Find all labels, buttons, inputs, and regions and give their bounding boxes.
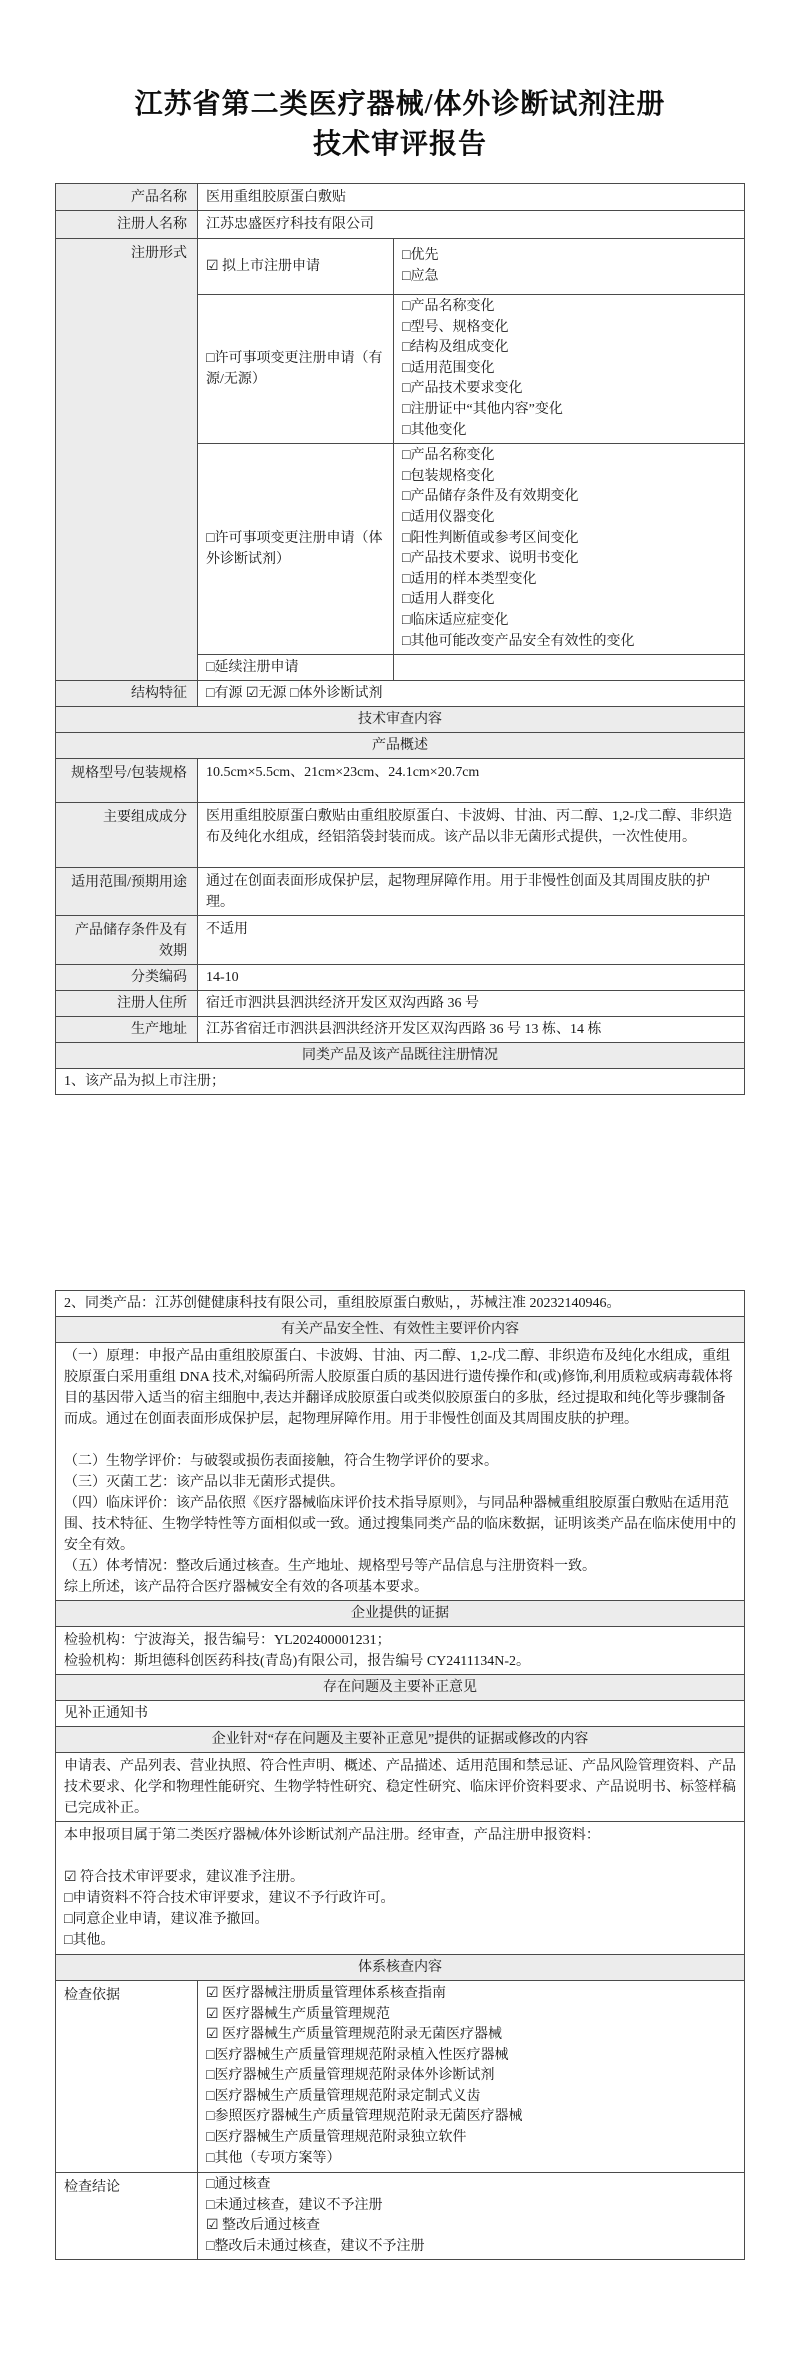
checkbox-option-line: □产品储存条件及有效期变化 bbox=[402, 489, 579, 505]
registrant-label: 注册人名称 bbox=[56, 211, 198, 239]
table-row bbox=[56, 211, 745, 239]
table-row bbox=[56, 1601, 745, 1627]
section-header-issues: 存在问题及主要补正意见 bbox=[56, 1675, 745, 1701]
evaluation-paragraph: （四）临床评价：该产品依照《医疗器械临床评价技术指导原则》，与同品种器械重组胶原蛋白敷贴在适用范围、技术特征、生物学特性等方面相似或一致。通过搜集同类产品的临床数据，证明该类产品在临床使用中的安全有效。 bbox=[64, 1496, 736, 1554]
table-row bbox=[56, 1069, 745, 1095]
scope-value: 通过在创面表面形成保护层，起物理屏障作用。用于非慢性创面及其周围皮肤的护理。 bbox=[198, 868, 745, 916]
table-row bbox=[56, 239, 745, 295]
report-title-line-2: 技术审评报告 bbox=[312, 129, 487, 160]
section-header-similar-products: 同类产品及该产品既往注册情况 bbox=[56, 1043, 745, 1069]
checkbox-option-line: ☑ 整改后通过核查 bbox=[206, 2218, 321, 2234]
priority-option-list bbox=[394, 239, 745, 295]
checkbox-option-line: □产品技术要求、说明书变化 bbox=[402, 551, 579, 567]
table-row bbox=[56, 1701, 745, 1727]
table-row bbox=[56, 1317, 745, 1343]
checkbox-option-line: □注册证中“其他内容”变化 bbox=[402, 401, 563, 417]
checkbox-option-line: □适用人群变化 bbox=[402, 592, 495, 608]
checkbox-option-line: ☑ 医疗器械生产质量管理规范附录无菌医疗器械 bbox=[206, 2027, 503, 2043]
checkbox-option-line: □医疗器械生产质量管理规范附录独立软件 bbox=[206, 2130, 467, 2146]
composition-value: 医用重组胶原蛋白敷贴由重组胶原蛋白、卡波姆、甘油、丙二醇、1,2-戊二醇、非织造布及纯化水组成，经铝箔袋封装而成。该产品以非无菌形式提供，一次性使用。 bbox=[198, 803, 745, 868]
empty-cell bbox=[394, 655, 745, 681]
evaluation-paragraph bbox=[64, 1430, 736, 1451]
reg-option-change-active-passive: □许可事项变更注册申请（有源/无源） bbox=[198, 295, 394, 444]
checkbox-option-line: □参照医疗器械生产质量管理规范附录无菌医疗器械 bbox=[206, 2109, 523, 2125]
table-row bbox=[56, 2173, 745, 2260]
checkbox-option-line: □结构及组成变化 bbox=[402, 340, 509, 356]
checkbox-option-line: □优先 bbox=[402, 247, 439, 263]
safety-evaluation-content bbox=[56, 1343, 745, 1601]
checkbox-option-line: □医疗器械生产质量管理规范附录定制式义齿 bbox=[206, 2088, 481, 2104]
evidence-line: 检验机构：宁波海关，报告编号：YL202400001231； bbox=[64, 1633, 391, 1649]
section-header-system-inspection: 体系核查内容 bbox=[56, 1955, 745, 1981]
checkbox-option-line: □阳性判断值或参考区间变化 bbox=[402, 530, 579, 546]
checkbox-option-line: □适用范围变化 bbox=[402, 360, 495, 376]
spec-label: 规格型号/包装规格 bbox=[56, 759, 198, 803]
storage-value: 不适用 bbox=[198, 916, 745, 965]
checkbox-option-line: □产品名称变化 bbox=[402, 448, 495, 464]
section-header-enterprise-response: 企业针对“存在问题及主要补正意见”提供的证据或修改的内容 bbox=[56, 1727, 745, 1753]
registration-form-label: 注册形式 bbox=[56, 239, 198, 681]
report-title bbox=[55, 85, 745, 165]
change-option-list-ivd bbox=[394, 444, 745, 655]
inspection-basis-options bbox=[198, 1981, 745, 2173]
checkbox-option-line: ☑ 医疗器械注册质量管理体系核查指南 bbox=[206, 1985, 447, 2001]
composition-label: 主要组成成分 bbox=[56, 803, 198, 868]
table-row bbox=[56, 1753, 745, 1822]
review-conclusion-content bbox=[56, 1822, 745, 1955]
class-code-value: 14-10 bbox=[198, 965, 745, 991]
conclusion-line: 本申报项目属于第二类医疗器械/体外诊断试剂产品注册。经审查，产品注册申报资料： bbox=[64, 1828, 600, 1844]
change-option-list-active-passive bbox=[394, 295, 745, 444]
structure-feature-label: 结构特征 bbox=[56, 681, 198, 707]
checkbox-option-line: □其他变化 bbox=[402, 422, 467, 438]
conclusion-line: □申请资料不符合技术审评要求，建议不予行政许可。 bbox=[64, 1891, 395, 1907]
table-row bbox=[56, 1043, 745, 1069]
issues-note: 见补正通知书 bbox=[56, 1701, 745, 1727]
table-row bbox=[56, 916, 745, 965]
class-code-label: 分类编码 bbox=[56, 965, 198, 991]
evaluation-paragraph: 综上所述，该产品符合医疗器械安全有效的各项基本要求。 bbox=[64, 1580, 428, 1596]
table-row bbox=[56, 1627, 745, 1675]
inspection-basis-label: 检查依据 bbox=[56, 1981, 198, 2173]
registrant-address-label: 注册人住所 bbox=[56, 991, 198, 1017]
table-row bbox=[56, 1822, 745, 1955]
checkbox-option-line: □医疗器械生产质量管理规范附录植入性医疗器械 bbox=[206, 2047, 509, 2063]
evidence-content bbox=[56, 1627, 745, 1675]
table-row bbox=[56, 1727, 745, 1753]
evaluation-paragraph: （二）生物学评价：与破裂或损伤表面接触，符合生物学评价的要求。 bbox=[64, 1454, 498, 1470]
similar-product-note: 2、同类产品：江苏创健健康科技有限公司，重组胶原蛋白敷贴，，苏械注准 20232140946。 bbox=[56, 1291, 745, 1317]
checkbox-option-line: □型号、规格变化 bbox=[402, 319, 509, 335]
table-row bbox=[56, 759, 745, 803]
table-row bbox=[56, 1981, 745, 2173]
reg-option-renewal: □延续注册申请 bbox=[198, 655, 394, 681]
checkbox-option-line: □产品技术要求变化 bbox=[402, 381, 523, 397]
reg-option-change-ivd: □许可事项变更注册申请（体外诊断试剂） bbox=[198, 444, 394, 655]
table-row bbox=[56, 184, 745, 211]
section-header-technical-review: 技术审查内容 bbox=[56, 707, 745, 733]
registrant-address-value: 宿迁市泗洪县泗洪经济开发区双沟西路 36 号 bbox=[198, 991, 745, 1017]
checkbox-option-line: □医疗器械生产质量管理规范附录体外诊断试剂 bbox=[206, 2068, 495, 2084]
conclusion-line: □其他。 bbox=[64, 1933, 115, 1949]
table-row bbox=[56, 1017, 745, 1043]
page-break-spacer bbox=[55, 1095, 745, 1290]
checkbox-option-line: □其他可能改变产品安全有效性的变化 bbox=[402, 633, 635, 649]
checkbox-option-line: ☑ 医疗器械生产质量管理规范 bbox=[206, 2006, 391, 2022]
evaluation-paragraph: （三）灭菌工艺：该产品以非无菌形式提供。 bbox=[64, 1475, 344, 1491]
spec-value: 10.5cm×5.5cm、21cm×23cm、24.1cm×20.7cm bbox=[198, 759, 745, 803]
checkbox-option-line: □临床适应症变化 bbox=[402, 612, 509, 628]
table-row bbox=[56, 707, 745, 733]
production-address-label: 生产地址 bbox=[56, 1017, 198, 1043]
conclusion-line: ☑ 符合技术审评要求，建议准予注册。 bbox=[64, 1870, 305, 1886]
conclusion-line bbox=[64, 1846, 736, 1867]
table-row bbox=[56, 803, 745, 868]
reg-option-market-application: ☑ 拟上市注册申请 bbox=[198, 239, 394, 295]
evaluation-paragraph: （五）体考情况：整改后通过核查。生产地址、规格型号等产品信息与注册资料一致。 bbox=[64, 1559, 596, 1575]
table-row bbox=[56, 965, 745, 991]
checkbox-option-line: □产品名称变化 bbox=[402, 299, 495, 314]
inspection-result-options bbox=[198, 2173, 745, 2260]
table-row bbox=[56, 1291, 745, 1317]
checkbox-option-line: □通过核查 bbox=[206, 2177, 271, 2193]
checkbox-option-line: □整改后未通过核查，建议不予注册 bbox=[206, 2238, 425, 2254]
checkbox-option-line: □应急 bbox=[402, 268, 439, 284]
table-row bbox=[56, 681, 745, 707]
history-note: 1、该产品为拟上市注册； bbox=[56, 1069, 745, 1095]
evidence-line: 检验机构：斯坦德科创医药科技(青岛)有限公司，报告编号 CY2411134N-2。 bbox=[64, 1654, 531, 1670]
table-row bbox=[56, 868, 745, 916]
inspection-result-label: 检查结论 bbox=[56, 2173, 198, 2260]
table-row bbox=[56, 733, 745, 759]
structure-feature-value: □有源 ☑无源 □体外诊断试剂 bbox=[198, 681, 745, 707]
product-name-label: 产品名称 bbox=[56, 184, 198, 211]
product-name-value: 医用重组胶原蛋白敷贴 bbox=[198, 184, 745, 211]
checkbox-option-line: □其他（专项方案等） bbox=[206, 2150, 341, 2166]
table-row bbox=[56, 1343, 745, 1601]
table-row bbox=[56, 1675, 745, 1701]
response-content: 申请表、产品列表、营业执照、符合性声明、概述、产品描述、适用范围和禁忌证、产品风险管理资料、产品技术要求、化学和物理性能研究、生物学特性研究、稳定性研究、临床评价资料要求、产品说明书、标签样稿已完成补正。 bbox=[56, 1753, 745, 1822]
production-address-value: 江苏省宿迁市泗洪县泗洪经济开发区双沟西路 36 号 13 栋、14 栋 bbox=[198, 1017, 745, 1043]
section-header-safety-evaluation: 有关产品安全性、有效性主要评价内容 bbox=[56, 1317, 745, 1343]
storage-label: 产品储存条件及有效期 bbox=[56, 916, 198, 965]
table-row bbox=[56, 991, 745, 1017]
title-spacer bbox=[55, 165, 745, 183]
review-content-table bbox=[55, 1290, 745, 2260]
report-title-line-1: 江苏省第二类医疗器械/体外诊断试剂注册 bbox=[134, 89, 666, 120]
section-header-product-overview: 产品概述 bbox=[56, 733, 745, 759]
checkbox-option-line: □适用的样本类型变化 bbox=[402, 571, 537, 587]
checkbox-option-line: □适用仪器变化 bbox=[402, 509, 495, 525]
section-header-enterprise-evidence: 企业提供的证据 bbox=[56, 1601, 745, 1627]
table-row bbox=[56, 1955, 745, 1981]
registrant-value: 江苏忠盛医疗科技有限公司 bbox=[198, 211, 745, 239]
registration-info-table bbox=[55, 183, 745, 1095]
evaluation-paragraph: （一）原理：申报产品由重组胶原蛋白、卡波姆、甘油、丙二醇、1,2-戊二醇、非织造布及纯化水组成，重组胶原蛋白采用重组 DNA 技术,对编码所需人胶原蛋白质的基因进行遗传操作和(或)修饰,利用质粒或病毒载体将目的基因带入适当的宿主细胞中,表达并翻译成胶原蛋白或类似胶原蛋白的多肽，经过提取和纯化等步骤制备而成。通过在创面表面形成保护层，起物理屏障作用。用于非慢性创面及其周围皮肤的护理。 bbox=[64, 1349, 733, 1428]
checkbox-option-line: □包装规格变化 bbox=[402, 468, 495, 484]
checkbox-option-line: □未通过核查，建议不予注册 bbox=[206, 2197, 383, 2213]
conclusion-line: □同意企业申请，建议准予撤回。 bbox=[64, 1912, 269, 1928]
scope-label: 适用范围/预期用途 bbox=[56, 868, 198, 916]
